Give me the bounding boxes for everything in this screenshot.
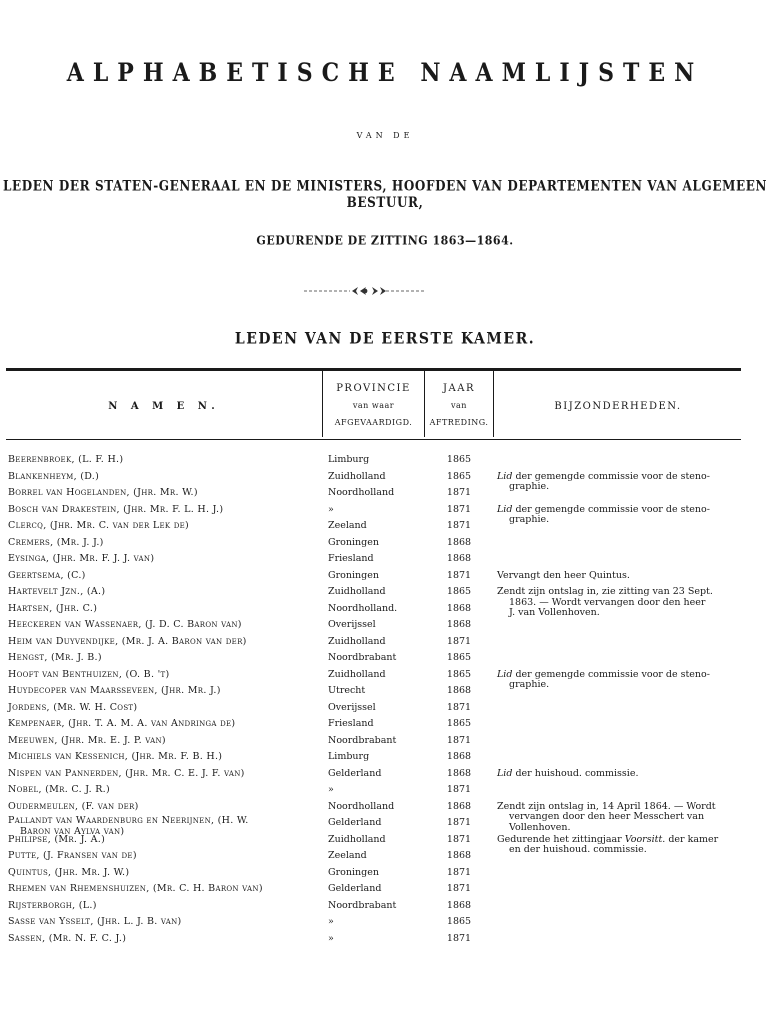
member-name: Bosch van Drakestein, (Jhr. Mr. F. L. H. J.) bbox=[8, 503, 224, 515]
member-name: Geertsema, (C.) bbox=[8, 569, 86, 581]
member-year: 1871 bbox=[446, 817, 472, 828]
table-row bbox=[0, 452, 770, 469]
table-row bbox=[0, 469, 770, 492]
member-province: » bbox=[328, 784, 334, 795]
table-row bbox=[0, 914, 770, 931]
table-row bbox=[0, 865, 770, 882]
member-note bbox=[497, 518, 747, 521]
member-year: 1871 bbox=[446, 866, 472, 878]
member-year: 1868 bbox=[446, 800, 472, 812]
member-name: Kempenaer, (Jhr. T. A. M. A. van Andringa de) bbox=[8, 718, 236, 729]
member-province: Friesland bbox=[328, 553, 374, 564]
member-name: Rhemen van Rhemenshuizen, (Mr. C. H. Baron van) bbox=[8, 883, 263, 894]
table-row bbox=[0, 766, 770, 783]
member-year: 1868 bbox=[446, 536, 472, 548]
member-name: Hartsen, (Jhr. C.) bbox=[8, 602, 98, 614]
table-row bbox=[0, 535, 770, 552]
member-province: Friesland bbox=[328, 718, 374, 729]
member-note: Lid der gemengde commissie voor de steno- graphie. bbox=[497, 470, 710, 492]
table-row bbox=[0, 815, 770, 837]
member-province: Gelderland bbox=[328, 817, 382, 828]
member-year: 1865 bbox=[446, 916, 472, 927]
member-note bbox=[497, 683, 747, 686]
member-name: Clercq, (Jhr. Mr. C. van der Lek de) bbox=[8, 520, 190, 531]
member-name: Borrel van Hogelanden, (Jhr. Mr. W.) bbox=[8, 487, 198, 498]
member-province: Limburg bbox=[328, 751, 370, 762]
member-year: 1871 bbox=[446, 833, 472, 845]
member-year: 1871 bbox=[446, 520, 472, 531]
member-year: 1868 bbox=[446, 751, 472, 762]
member-province: » bbox=[328, 932, 334, 944]
member-table-body bbox=[0, 452, 770, 947]
table-row bbox=[0, 601, 770, 618]
member-name: Heim van Duyvendijke, (Mr. J. A. Baron van der) bbox=[8, 635, 247, 647]
member-province: » bbox=[328, 916, 334, 927]
table-row bbox=[0, 634, 770, 651]
table-header-rule bbox=[6, 439, 741, 440]
member-name: Michiels van Kessenich, (Jhr. Mr. F. B. H.) bbox=[8, 751, 223, 762]
member-note bbox=[497, 914, 747, 917]
member-year: 1868 bbox=[446, 767, 472, 779]
table-row bbox=[0, 782, 770, 799]
member-note bbox=[497, 931, 747, 934]
member-note bbox=[497, 815, 747, 818]
header-jaar: JAAR van AFTREDING. bbox=[429, 383, 489, 427]
member-province: Zuidholland bbox=[328, 635, 386, 647]
member-name: Huydecoper van Maarsseveen, (Jhr. Mr. J.) bbox=[8, 685, 221, 696]
member-province: » bbox=[328, 503, 334, 515]
table-row bbox=[0, 518, 770, 535]
member-province: Overijssel bbox=[328, 701, 376, 713]
member-province: Gelderland bbox=[328, 767, 382, 779]
member-province: Zuidholland bbox=[328, 668, 386, 680]
session-line: GEDURENDE DE ZITTING 1863—1864. bbox=[256, 233, 514, 248]
member-note bbox=[497, 881, 747, 884]
member-province: Noordbrabant bbox=[328, 652, 397, 663]
table-row bbox=[0, 848, 770, 865]
member-note: Zendt zijn ontslag in, 14 April 1864. — Wordt vervangen door den heer Messchert van Vollenhoven. bbox=[497, 800, 716, 833]
member-year: 1868 bbox=[446, 685, 472, 696]
member-name: Jordens, (Mr. W. H. Cost) bbox=[8, 701, 138, 713]
member-province: Noordbrabant bbox=[328, 734, 397, 746]
member-note bbox=[497, 733, 747, 736]
member-note bbox=[497, 551, 747, 554]
ornament-divider bbox=[300, 285, 430, 297]
member-name: Nispen van Pannerden, (Jhr. Mr. C. E. J. F. van) bbox=[8, 767, 245, 779]
member-province: Noordholland. bbox=[328, 602, 398, 614]
table-row bbox=[0, 700, 770, 717]
member-name: Meeuwen, (Jhr. Mr. E. J. P. van) bbox=[8, 734, 166, 746]
member-year: 1871 bbox=[446, 569, 472, 581]
member-year: 1865 bbox=[446, 668, 472, 680]
van-de-line: VAN DE bbox=[356, 131, 414, 140]
member-year: 1871 bbox=[446, 932, 472, 944]
member-province: Zuidholland bbox=[328, 470, 386, 482]
member-year: 1865 bbox=[446, 718, 472, 729]
member-name: Quintus, (Jhr. Mr. J. W.) bbox=[8, 866, 130, 878]
member-name: Pallandt van Waardenburg en Neerijnen, (H. W. Baron van Aylva van) bbox=[8, 815, 249, 837]
member-name: Oudermeulen, (F. van der) bbox=[8, 800, 139, 812]
member-year: 1868 bbox=[446, 850, 472, 861]
table-top-rule bbox=[6, 368, 741, 371]
table-row bbox=[0, 502, 770, 525]
table-row bbox=[0, 749, 770, 766]
member-year: 1868 bbox=[446, 619, 472, 630]
table-row bbox=[0, 683, 770, 700]
member-year: 1868 bbox=[446, 602, 472, 614]
member-year: 1865 bbox=[446, 470, 472, 482]
member-note bbox=[497, 535, 747, 538]
member-province: Groningen bbox=[328, 866, 379, 878]
member-note bbox=[497, 485, 747, 488]
member-year: 1865 bbox=[446, 454, 472, 465]
member-province: Noordholland bbox=[328, 800, 395, 812]
member-note bbox=[497, 782, 747, 785]
member-year: 1868 bbox=[446, 899, 472, 911]
member-note: Lid der gemengde commissie voor de steno- graphie. bbox=[497, 503, 710, 525]
member-year: 1871 bbox=[446, 487, 472, 498]
member-name: Putte, (J. Fransen van de) bbox=[8, 850, 137, 861]
member-note bbox=[497, 749, 747, 752]
member-province: Zuidholland bbox=[328, 833, 386, 845]
member-name: Hengst, (Mr. J. B.) bbox=[8, 652, 102, 663]
document-subtitle: LEDEN DER STATEN-GENERAAL EN DE MINISTERS, HOOFDEN VAN DEPARTEMENTEN VAN ALGEMEEN BESTUUR, bbox=[2, 177, 768, 211]
member-note bbox=[497, 452, 747, 455]
member-province: Groningen bbox=[328, 569, 379, 581]
member-province: Zuidholland bbox=[328, 586, 386, 597]
member-province: Noordbrabant bbox=[328, 899, 397, 911]
member-province: Zeeland bbox=[328, 850, 367, 861]
table-row bbox=[0, 733, 770, 750]
member-note bbox=[497, 865, 747, 868]
table-row bbox=[0, 617, 770, 634]
member-name: Eysinga, (Jhr. Mr. F. J. J. van) bbox=[8, 553, 155, 564]
member-note bbox=[497, 716, 747, 719]
member-note: Vervangt den heer Quintus. bbox=[497, 569, 630, 581]
member-name: Sassen, (Mr. N. F. C. J.) bbox=[8, 932, 127, 944]
member-note bbox=[497, 650, 747, 653]
member-year: 1871 bbox=[446, 503, 472, 515]
member-name: Nobel, (Mr. C. J. R.) bbox=[8, 784, 110, 795]
member-name: Sasse van Ysselt, (Jhr. L. J. B. van) bbox=[8, 916, 182, 927]
member-note bbox=[497, 634, 747, 637]
member-year: 1871 bbox=[446, 784, 472, 795]
member-name: Philipse, (Mr. J. A.) bbox=[8, 833, 106, 845]
member-province: Zeeland bbox=[328, 520, 367, 531]
member-note bbox=[497, 617, 747, 620]
member-note: Zendt zijn ontslag in, zie zitting van 23 Sept. 1863. — Wordt vervangen door den heer J. van Vollenhoven. bbox=[497, 586, 713, 618]
member-note bbox=[497, 601, 747, 604]
member-year: 1871 bbox=[446, 734, 472, 746]
member-note: Lid der gemengde commissie voor de steno- graphie. bbox=[497, 668, 710, 690]
member-note bbox=[497, 898, 747, 901]
member-name: Hooft van Benthuizen, (O. B. 't) bbox=[8, 668, 170, 680]
table-row bbox=[0, 551, 770, 568]
table-row bbox=[0, 716, 770, 733]
member-province: Overijssel bbox=[328, 619, 376, 630]
member-name: Heeckeren van Wassenaer, (J. D. C. Baron van) bbox=[8, 619, 242, 630]
member-province: Utrecht bbox=[328, 685, 366, 696]
member-province: Groningen bbox=[328, 536, 379, 548]
member-note bbox=[497, 848, 747, 851]
member-year: 1871 bbox=[446, 701, 472, 713]
member-name: Blankenheym, (D.) bbox=[8, 470, 100, 482]
header-namen: N A M E N. bbox=[108, 401, 220, 412]
table-row bbox=[0, 485, 770, 502]
member-year: 1871 bbox=[446, 883, 472, 894]
member-year: 1865 bbox=[446, 586, 472, 597]
member-note: Lid der huishoud. commissie. bbox=[497, 767, 639, 779]
table-row bbox=[0, 881, 770, 898]
member-year: 1871 bbox=[446, 635, 472, 647]
member-province: Limburg bbox=[328, 454, 370, 465]
header-provincie: PROVINCIE van waar AFGEVAARDIGD. bbox=[334, 383, 413, 427]
member-note: Gedurende het zittingjaar Voorsitt. der kamer en der huishoud. commissie. bbox=[497, 833, 719, 855]
table-row bbox=[0, 931, 770, 948]
table-row bbox=[0, 898, 770, 915]
member-note bbox=[497, 700, 747, 703]
table-row bbox=[0, 650, 770, 667]
member-name: Rijsterborgh, (L.) bbox=[8, 899, 97, 911]
member-province: Gelderland bbox=[328, 883, 382, 894]
member-year: 1865 bbox=[446, 652, 472, 663]
table-row bbox=[0, 832, 770, 855]
member-name: Cremers, (Mr. J. J.) bbox=[8, 536, 104, 548]
section-heading: LEDEN VAN DE EERSTE KAMER. bbox=[234, 330, 536, 348]
member-year: 1868 bbox=[446, 553, 472, 564]
document-title: ALPHABETISCHE NAAMLIJSTEN bbox=[66, 58, 704, 88]
member-province: Noordholland bbox=[328, 487, 395, 498]
member-name: Hartevelt Jzn., (A.) bbox=[8, 586, 106, 597]
member-name: Beerenbroek, (L. F. H.) bbox=[8, 454, 124, 465]
header-bijzonderheden: BIJZONDERHEDEN. bbox=[554, 401, 682, 412]
table-row bbox=[0, 568, 770, 585]
table-row bbox=[0, 667, 770, 690]
